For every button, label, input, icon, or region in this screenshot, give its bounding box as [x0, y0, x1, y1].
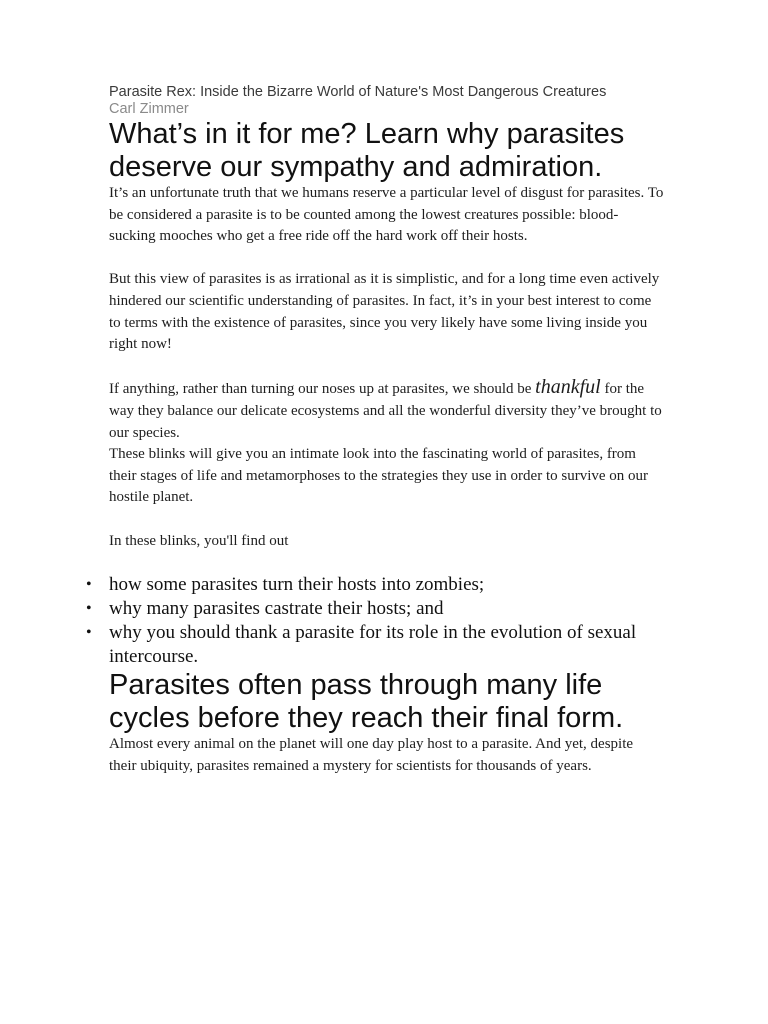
paragraph-3-text-start: If anything, rather than turning our noses up at parasites, we should be: [109, 381, 536, 398]
takeaways-list: [86, 573, 664, 669]
list-item: [86, 621, 664, 669]
intro-paragraph-3: [109, 377, 664, 444]
bullet-icon: •: [86, 576, 92, 594]
emphasis-thankful: thankful: [535, 376, 601, 399]
intro-paragraph-4: These blinks will give you an intimate look into the fascinating world of parasites, from their stages of life and metamorphoses to the strategies they use in order to survive on our hostile planet.: [109, 446, 649, 506]
book-title: Parasite Rex: Inside the Bizarre World of Nature's Most Dangerous Creatures: [109, 84, 607, 100]
list-item: [86, 597, 664, 621]
paragraph-spacer: [109, 248, 664, 270]
document-content: [86, 84, 664, 777]
intro-paragraph-1: It’s an unfortunate truth that we humans reserve a particular level of disgust for parasites. To be considered a parasite is to be counted among the lowest creatures possible: blood-sucking mooches who get a free ride off the hard work off their hosts.: [109, 185, 664, 245]
section-heading-life-cycles: Parasites often pass through many life cycles before they reach their final form.: [109, 669, 624, 734]
list-item: [86, 573, 664, 597]
paragraph-spacer: [109, 356, 664, 378]
bullet-icon: •: [86, 600, 92, 618]
section-heading-intro: What’s in it for me? Learn why parasites deserve our sympathy and admiration.: [109, 118, 625, 183]
list-item-text: why you should thank a parasite for its role in the evolution of sexual intercourse.: [109, 622, 637, 668]
list-item-text: why many parasites castrate their hosts; and: [109, 598, 444, 620]
intro-paragraph-2: But this view of parasites is as irrational as it is simplistic, and for a long time even actively hindered our scientific understanding of parasites. In fact, it’s in your best interest to come to terms with the existence of parasites, since you very likely have some living inside you right now!: [109, 271, 660, 353]
list-item-text: how some parasites turn their hosts into zombies;: [109, 574, 485, 596]
book-author: Carl Zimmer: [109, 101, 189, 117]
find-out-intro: In these blinks, you'll find out: [109, 532, 289, 549]
life-cycles-paragraph-1: Almost every animal on the planet will one day play host to a parasite. And yet, despite their ubiquity, parasites remained a mystery for scientists for thousands of years.: [109, 736, 634, 774]
paragraph-3-text-end: for the way they balance our delicate ecosystems and all the wonderful diversity they’ve brought to our species.: [109, 381, 662, 441]
paragraph-spacer: [109, 509, 664, 531]
bullet-icon: •: [86, 624, 92, 642]
